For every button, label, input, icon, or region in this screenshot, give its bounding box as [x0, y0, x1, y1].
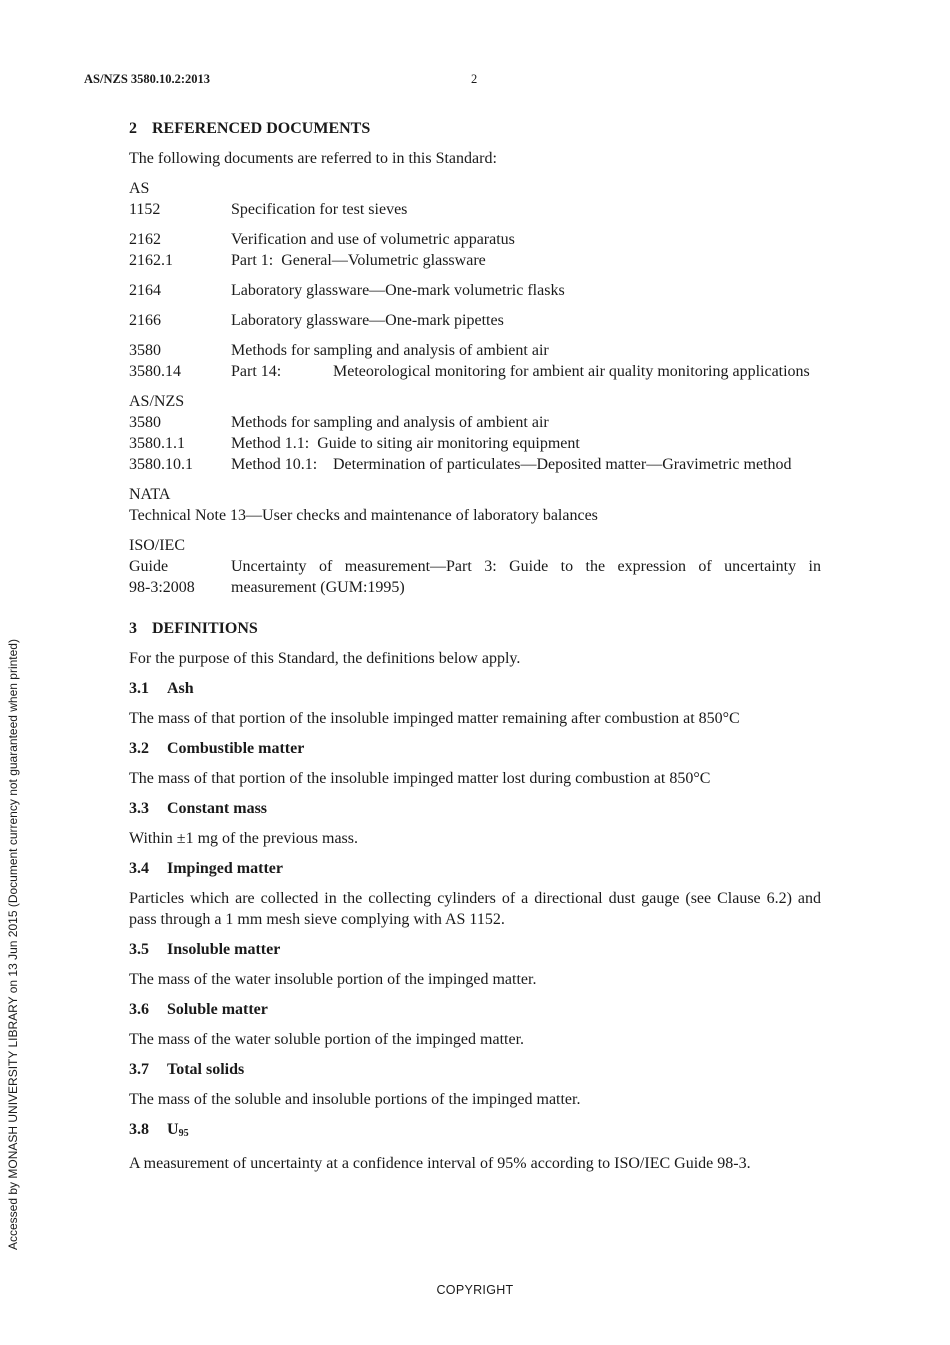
reference-number: 3580.14 — [129, 363, 181, 380]
definition-heading: 3.7 Total solids — [129, 1061, 245, 1078]
definition-text: A measurement of uncertainty at a confidence interval of 95% according to ISO/IEC Guide 98-3. — [129, 1155, 751, 1172]
reference-title: Method 1.1: Guide to siting air monitoring equipment — [231, 435, 580, 452]
reference-title: Uncertainty of measurement—Part 3: Guide to the expression of uncertainty in measurement (GUM:1995) — [231, 558, 821, 596]
reference-entry — [129, 229, 821, 250]
asnzs-references — [129, 391, 821, 475]
reference-entry — [129, 280, 821, 301]
as-references — [129, 178, 821, 220]
reference-entry — [129, 433, 821, 454]
ref-group-org: NATA — [129, 486, 171, 503]
definition-heading: 3.5 Insoluble matter — [129, 941, 281, 958]
reference-title: Part 1: General—Volumetric glassware — [231, 252, 486, 269]
reference-title: Method 10.1: Determination of particulates—Deposited matter—Gravimetric method — [231, 456, 792, 473]
reference-entry — [129, 250, 821, 271]
definition-heading: 3.1 Ash — [129, 680, 194, 697]
definition-text: The mass of that portion of the insoluble impinged matter remaining after combustion at 850°C — [129, 710, 740, 727]
definition-text: Within ±1 mg of the previous mass. — [129, 830, 358, 847]
as-3580-references — [129, 340, 821, 382]
reference-number: 3580 — [129, 342, 161, 359]
reference-entry — [129, 556, 821, 598]
section-2-intro: The following documents are referred to in this Standard: — [129, 150, 497, 167]
reference-number: 3580.1.1 — [129, 435, 185, 452]
access-watermark: Accessed by MONASH UNIVERSITY LIBRARY on 13 Jun 2015 (Document currency not guaranteed when printed) — [6, 639, 20, 1250]
ref-group-org: ISO/IEC — [129, 537, 185, 554]
as-2164-references — [129, 280, 821, 301]
reference-title: Part 14: Meteorological monitoring for ambient air quality monitoring applications — [231, 363, 810, 380]
section-3-heading: 3 DEFINITIONS — [129, 620, 258, 637]
definition-text: The mass of the water soluble portion of the impinged matter. — [129, 1031, 525, 1048]
reference-title: Verification and use of volumetric apparatus — [231, 231, 515, 248]
reference-number: 3580.10.1 — [129, 456, 193, 473]
ref-group-org: AS/NZS — [129, 393, 185, 410]
reference-number: 2164 — [129, 282, 161, 299]
standard-designation: AS/NZS 3580.10.2:2013 — [84, 72, 211, 86]
reference-title: Methods for sampling and analysis of ambient air — [231, 342, 549, 359]
reference-title: Methods for sampling and analysis of ambient air — [231, 414, 549, 431]
section-2-heading: 2 REFERENCED DOCUMENTS — [129, 120, 371, 137]
definition-text: The mass of the water insoluble portion of the impinged matter. — [129, 971, 537, 988]
reference-title: Specification for test sieves — [231, 201, 408, 218]
reference-entry — [129, 199, 821, 220]
as-2162-references — [129, 229, 821, 271]
reference-number: 1152 — [129, 201, 161, 218]
definition-heading: 3.2 Combustible matter — [129, 740, 305, 757]
reference-entry — [129, 310, 821, 331]
reference-number: 2162.1 — [129, 252, 173, 269]
nata-references — [129, 484, 821, 526]
definition-text: The mass of that portion of the insoluble impinged matter lost during combustion at 850°C — [129, 770, 711, 787]
reference-title: Technical Note 13—User checks and maintenance of laboratory balances — [129, 507, 598, 524]
reference-number: 3580 — [129, 414, 161, 431]
reference-number: 2166 — [129, 312, 161, 329]
section-3-intro: For the purpose of this Standard, the definitions below apply. — [129, 650, 521, 667]
reference-title: Laboratory glassware—One-mark pipettes — [231, 312, 504, 329]
reference-title: Laboratory glassware—One-mark volumetric flasks — [231, 282, 565, 299]
page-body — [129, 118, 821, 1183]
copyright-footer: COPYRIGHT — [436, 1283, 514, 1297]
reference-number: 2162 — [129, 231, 161, 248]
reference-entry — [129, 361, 821, 382]
reference-number: Guide 98-3:2008 — [129, 558, 195, 596]
page-number: 2 — [471, 72, 478, 86]
isoiec-references — [129, 535, 821, 598]
definition-heading: 3.8 $U_{95}$ — [129, 1121, 189, 1139]
reference-entry — [129, 340, 821, 361]
ref-group-org: AS — [129, 180, 150, 197]
as-2166-references — [129, 310, 821, 331]
reference-entry — [129, 412, 821, 433]
definition-heading: 3.4 Impinged matter — [129, 860, 283, 877]
definition-text: Particles which are collected in the collecting cylinders of a directional dust gauge (see Clause 6.2) and pass through a 1 mm mesh sieve complying with AS 1152. — [129, 890, 821, 928]
reference-entry — [129, 454, 821, 475]
definition-heading: 3.3 Constant mass — [129, 800, 268, 817]
definition-heading: 3.6 Soluble matter — [129, 1001, 268, 1018]
definition-text: The mass of the soluble and insoluble portions of the impinged matter. — [129, 1091, 581, 1108]
